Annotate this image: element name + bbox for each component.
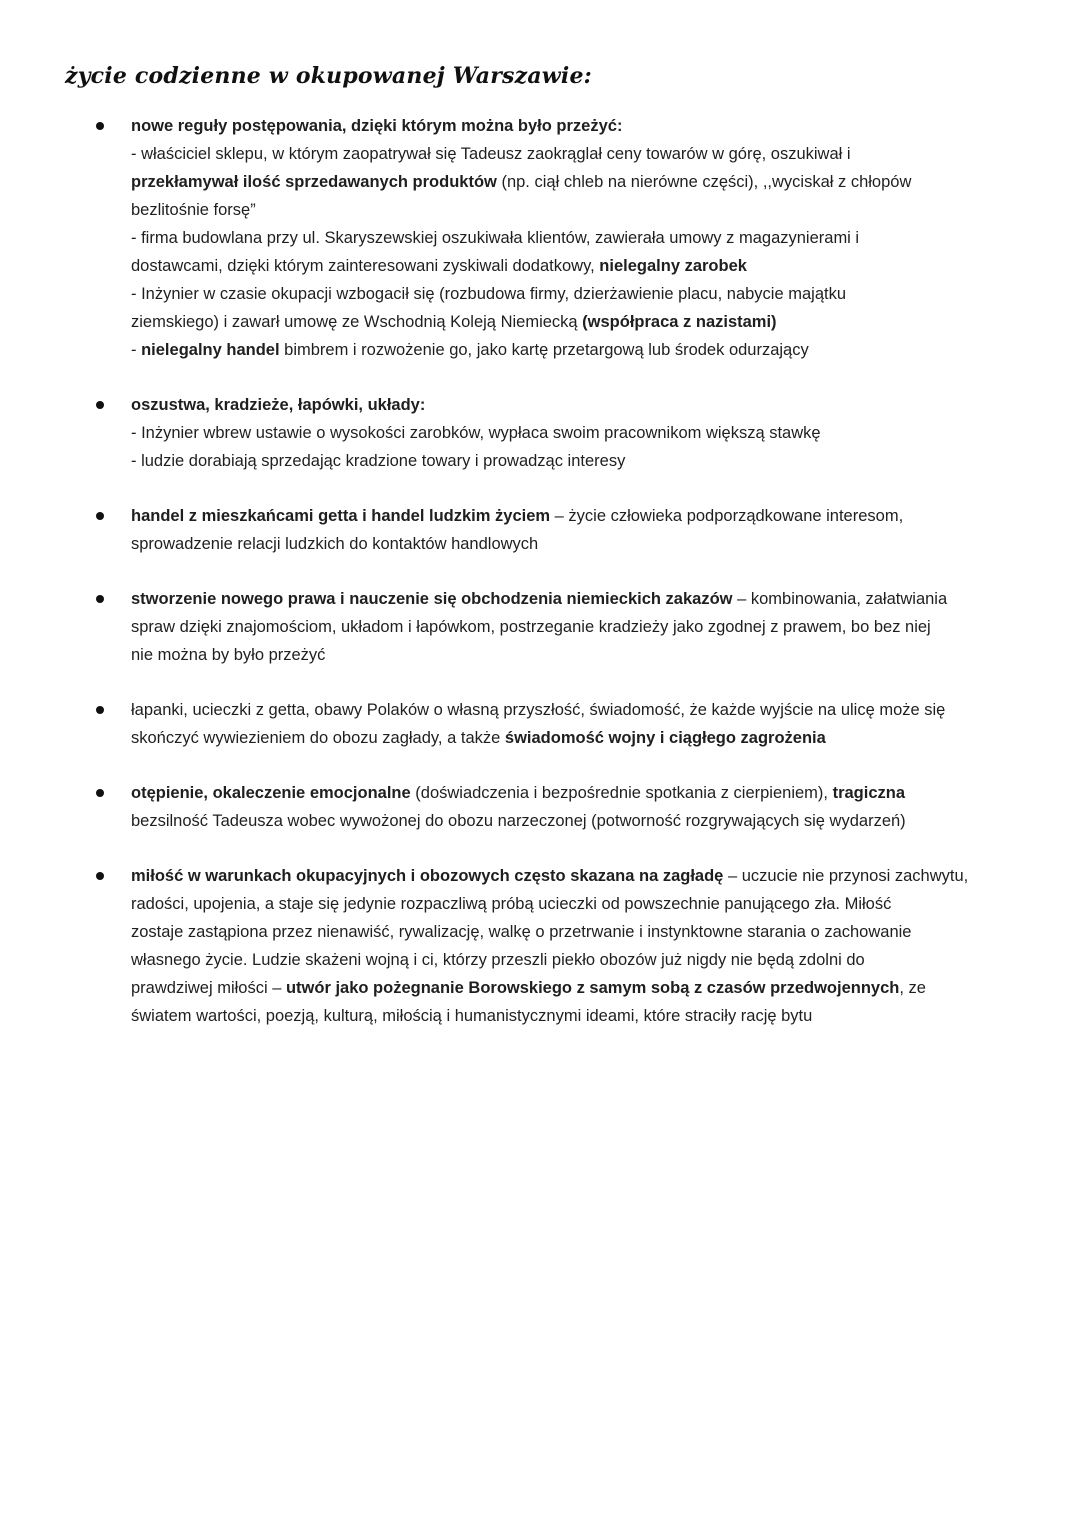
text-segment: prawdziwej miłości –: [131, 979, 286, 997]
list-item: [0, 112, 1080, 364]
text-line: [131, 336, 1025, 364]
text-line: [131, 724, 1025, 752]
text-segment: – życie człowieka podporządkowane interesom,: [550, 507, 904, 525]
bold-text: handel z mieszkańcami getta i handel ludzkim życiem: [131, 507, 551, 525]
text-segment: – uczucie nie przynosi zachwytu,: [723, 867, 969, 885]
text-segment: zostaje zastąpiona przez nienawiść, rywalizację, walkę o przetrwanie i instynktowne starania o zachowanie: [131, 923, 912, 941]
bold-text: miłość w warunkach okupacyjnych i obozowych często skazana na zagładę: [131, 867, 724, 885]
text-line: [131, 168, 1025, 196]
text-segment: bezsilność Tadeusza wobec wywożonej do obozu narzeczonej (potworność rozgrywających się wydarzeń): [131, 812, 906, 830]
text-segment: spraw dzięki znajomościom, układom i łapówkom, postrzeganie kradzieży jako zgodnej z prawem, bo bez niej: [131, 618, 931, 636]
text-segment: - firma budowlana przy ul. Skaryszewskiej oszukiwała klientów, zawierała umowy z magazynierami i: [131, 229, 860, 247]
page-heading: życie codzienne w okupowanej Warszawie:: [65, 63, 592, 89]
text-line: [131, 585, 1025, 613]
text-segment: (doświadczenia i bezpośrednie spotkania z cierpieniem),: [410, 784, 833, 802]
bullet-icon: [96, 595, 104, 603]
text-segment: ziemskiego) i zawarł umowę ze Wschodnią Koleją Niemiecką: [131, 313, 583, 331]
text-segment: skończyć wywiezieniem do obozu zagłady, a także: [131, 729, 505, 747]
text-line: [131, 862, 1025, 890]
bold-text: utwór jako pożegnanie Borowskiego z samym sobą z czasów przedwojennych: [285, 979, 900, 997]
text-line: [131, 502, 1025, 530]
bold-text: nielegalny zarobek: [599, 257, 747, 275]
text-segment: nie można by było przeżyć: [131, 646, 326, 664]
text-line: [131, 946, 1025, 974]
text-segment: - ludzie dorabiają sprzedając kradzione towary i prowadząc interesy: [131, 452, 626, 470]
text-line: [131, 252, 1025, 280]
bold-text: stworzenie nowego prawa i nauczenie się obchodzenia niemieckich zakazów: [131, 590, 733, 608]
text-segment: - Inżynier w czasie okupacji wzbogacił się (rozbudowa firmy, dzierżawienie placu, nabycie majątku: [131, 285, 847, 303]
text-segment: łapanki, ucieczki z getta, obawy Polaków o własną przyszłość, świadomość, że każde wyjście na ulicę może się: [131, 701, 946, 719]
bullet-icon: [96, 401, 104, 409]
list-item: [0, 585, 1080, 669]
text-line: [131, 779, 1025, 807]
bold-text: nowe reguły postępowania, dzięki którym można było przeżyć:: [131, 117, 623, 135]
bullet-icon: [96, 706, 104, 714]
bold-text: przekłamywał ilość sprzedawanych produktów: [131, 173, 497, 191]
text-line: [131, 419, 1025, 447]
text-line: [131, 196, 1025, 224]
text-line: [131, 1002, 1025, 1030]
text-line: [131, 918, 1025, 946]
text-line: [131, 447, 1025, 475]
text-segment: własnego życie. Ludzie skażeni wojną i ci, którzy przeszli piekło obozów już nigdy nie będą zdolni do: [131, 951, 865, 969]
text-line: [131, 112, 1025, 140]
text-segment: dostawcami, dzięki którym zainteresowani zyskiwali dodatkowy,: [131, 257, 600, 275]
text-segment: bimbrem i rozwożenie go, jako kartę przetargową lub środek odurzający: [279, 341, 809, 359]
list-item: [0, 502, 1080, 558]
text-line: [131, 530, 1025, 558]
text-line: [131, 140, 1025, 168]
bullet-icon: [96, 512, 104, 520]
bold-text: nielegalny handel: [141, 341, 280, 359]
bullet-icon: [96, 789, 104, 797]
bold-text: (współpraca z nazistami): [582, 313, 777, 331]
text-line: [131, 613, 1025, 641]
text-segment: sprowadzenie relacji ludzkich do kontaktów handlowych: [131, 535, 539, 553]
text-segment: (np. ciął chleb na nierówne części), ,,wyciskał z chłopów: [496, 173, 912, 191]
text-line: [131, 974, 1025, 1002]
bullet-icon: [96, 122, 104, 130]
bold-text: tragiczna: [832, 784, 906, 802]
text-line: [131, 224, 1025, 252]
bold-text: otępienie, okaleczenie emocjonalne: [131, 784, 411, 802]
text-segment: światem wartości, poezją, kulturą, miłością i humanistycznymi ideami, które straciły rację bytu: [131, 1007, 813, 1025]
text-line: [131, 641, 1025, 669]
list-item: [0, 696, 1080, 752]
bold-text: oszustwa, kradzieże, łapówki, układy:: [131, 396, 426, 414]
list-item: [0, 391, 1080, 475]
text-segment: - Inżynier wbrew ustawie o wysokości zarobków, wypłaca swoim pracownikom większą stawkę: [131, 424, 821, 442]
text-segment: radości, upojenia, a staje się jedynie rozpaczliwą próbą ucieczki od powszechnie panującego zła. Miłość: [131, 895, 892, 913]
list-item: [0, 862, 1080, 1030]
text-line: [131, 280, 1025, 308]
text-segment: - właściciel sklepu, w którym zaopatrywał się Tadeusz zaokrąglał ceny towarów w górę, oszukiwał i: [131, 145, 851, 163]
text-segment: -: [131, 341, 142, 359]
bullet-icon: [96, 872, 104, 880]
text-line: [131, 391, 1025, 419]
text-segment: – kombinowania, załatwiania: [732, 590, 948, 608]
bold-text: świadomość wojny i ciągłego zagrożenia: [504, 729, 826, 747]
text-line: [131, 308, 1025, 336]
bullet-list: [0, 112, 1080, 1057]
text-segment: bezlitośnie forsę”: [131, 201, 256, 219]
text-line: [131, 807, 1025, 835]
list-item: [0, 779, 1080, 835]
text-line: [131, 890, 1025, 918]
text-line: [131, 696, 1025, 724]
text-segment: , ze: [899, 979, 926, 997]
